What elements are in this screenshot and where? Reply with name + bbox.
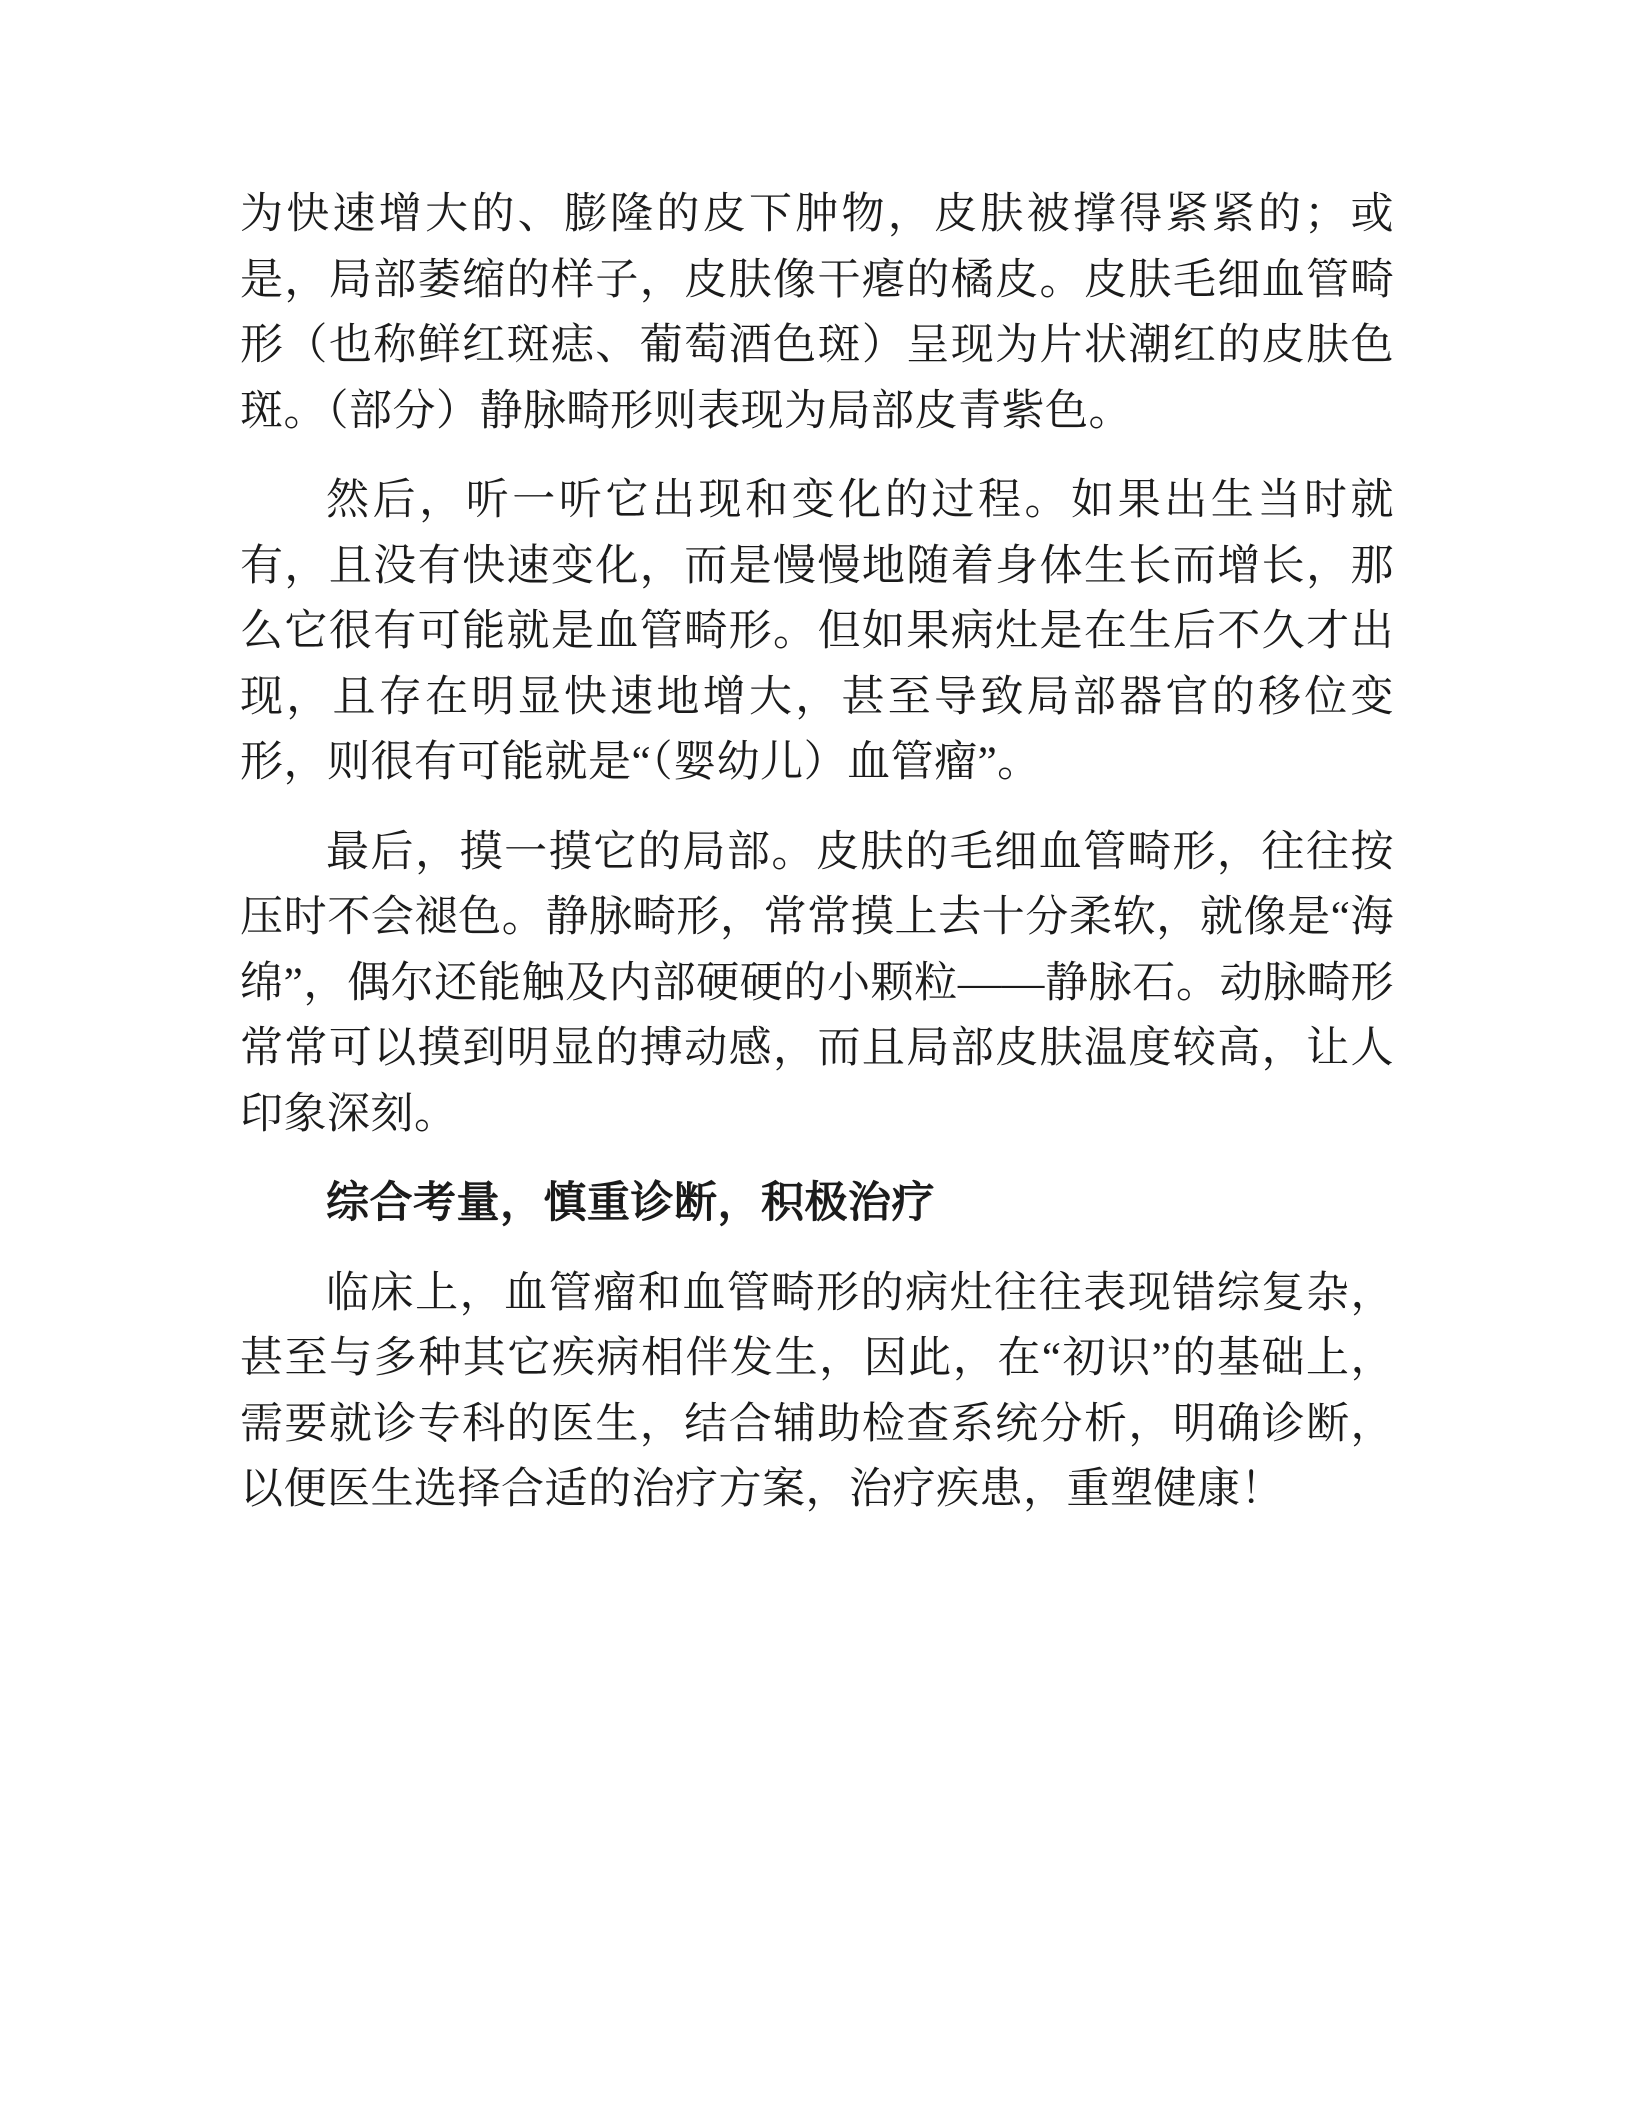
section-heading: 综合考量，慎重诊断，积极治疗 (326, 1180, 935, 1227)
paragraph-palpation: 最后，摸一摸它的局部。皮肤的毛细血管畸形，往往按压时不会褪色。静脉畸形，常常摸上去十分柔软，就像是“海绵”，偶尔还能触及内部硬硬的小颗粒——静脉石。动脉畸形常常可以摸到明显的搏动感，而且局部皮肤温度较高，让人印象深刻。 (240, 828, 1394, 1138)
text-block (240, 182, 1394, 1547)
paragraph-history-of-change: 然后，听一听它出现和变化的过程。如果出生当时就有，且没有快速变化，而是慢慢地随着身体生长而增长，那么它很有可能就是血管畸形。但如果病灶是在生后不久才出现，且存在明显快速地增大，甚至导致局部器官的移位变形，则很有可能就是“（婴幼儿）血管瘤”。 (240, 477, 1394, 786)
paragraph-appearance-continuation: 为快速增大的、膨隆的皮下肿物，皮肤被撑得紧紧的；或是，局部萎缩的样子，皮肤像干瘪的橘皮。皮肤毛细血管畸形（也称鲜红斑痣、葡萄酒色斑）呈现为片状潮红的皮肤色斑。（部分）静脉畸形则表现为局部皮青紫色。 (240, 191, 1394, 435)
paragraph-clinical-summary: 临床上，血管瘤和血管畸形的病灶往往表现错综复杂，甚至与多种其它疾病相伴发生，因此，在“初识”的基础上，需要就诊专科的医生，结合辅助检查系统分析，明确诊断，以便医生选择合适的治疗方案，治疗疾患，重塑健康！ (240, 1269, 1394, 1513)
